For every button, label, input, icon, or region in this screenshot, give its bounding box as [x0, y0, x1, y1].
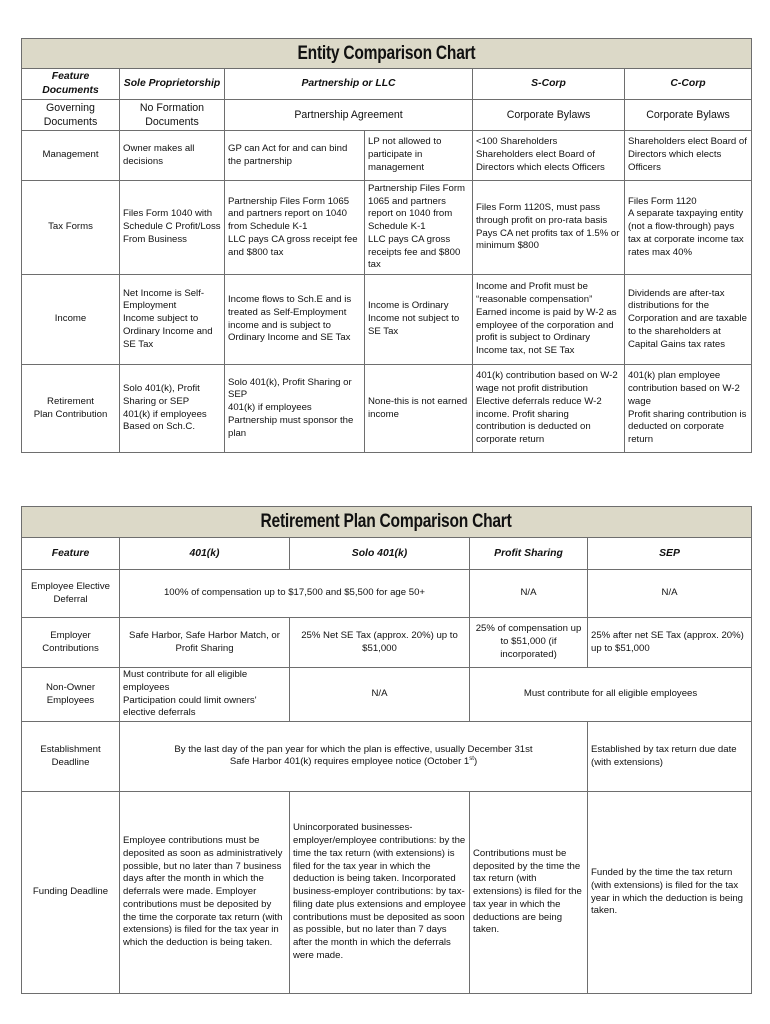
entity-chart-title: Entity Comparison Chart: [22, 39, 752, 69]
cell: Funded by the time the tax return (with extensions) is filed for the tax year in which the deduction is being taken.: [588, 792, 752, 994]
cell: Shareholders elect Board of Directors which elects Officers: [625, 131, 752, 181]
table-row: [22, 570, 752, 618]
cell: 100% of compensation up to $17,500 and $5,500 for age 50+: [120, 570, 470, 618]
cell: Owner makes all decisions: [120, 131, 225, 181]
cell: LP not allowed to participate in management: [365, 131, 473, 181]
cell: N/A: [290, 668, 470, 722]
cell: Net Income is Self-Employment Income subject to Ordinary Income and SE Tax: [120, 275, 225, 365]
header-c-corp: C-Corp: [625, 69, 752, 100]
cell: 401(k) contribution based on W-2 wage not profit distribution Elective deferrals reduce W-2 income. Profit sharing contribution is deducted on corporate return: [473, 365, 625, 453]
cell: GP can Act for and can bind the partnership: [225, 131, 365, 181]
row-label-non-owner: Non-Owner Employees: [22, 668, 120, 722]
cell: Income is Ordinary Income not subject to SE Tax: [365, 275, 473, 365]
header-partnership-llc: Partnership or LLC: [225, 69, 473, 100]
cell: Files Form 1120 A separate taxpaying entity (not a flow-through) pays tax at corporate income tax rates max 40%: [625, 181, 752, 275]
entity-comparison-table: [21, 38, 752, 453]
row-label-governing: Governing Documents: [22, 99, 120, 130]
deadline-line-1: By the last day of the pan year for which the plan is effective, usually December 31st: [174, 743, 533, 755]
row-label-retirement: Retirement Plan Contribution: [22, 365, 120, 453]
header-profit-sharing: Profit Sharing: [470, 538, 588, 570]
deadline-cell: [120, 722, 588, 792]
row-label-income: Income: [22, 275, 120, 365]
table-row: [22, 365, 752, 453]
row-label-establishment: Establishment Deadline: [22, 722, 120, 792]
cell: Established by tax return due date (with extensions): [588, 722, 752, 792]
header-solo-401k: Solo 401(k): [290, 538, 470, 570]
cell: N/A: [588, 570, 752, 618]
cell: Safe Harbor, Safe Harbor Match, or Profit Sharing: [120, 618, 290, 668]
cell: Employee contributions must be deposited as soon as administratively possible, but no later than 7 business days after the month in which the deferrals were made. Employer contributions must be deposited by the time the corporate tax return (with extensions) is filed for the tax year in which the deduction is being taken.: [120, 792, 290, 994]
retirement-chart-title: Retirement Plan Comparison Chart: [22, 507, 752, 538]
cell: Dividends are after-tax distributions for the Corporation and are taxable to the shareholders at Capital Gains tax rates: [625, 275, 752, 365]
table-row: [22, 618, 752, 668]
table-row: [22, 275, 752, 365]
header-401k: 401(k): [120, 538, 290, 570]
table-row: [22, 131, 752, 181]
row-label-elective-deferral: Employee Elective Deferral: [22, 570, 120, 618]
table-row: [22, 181, 752, 275]
cell: Partnership Files Form 1065 and partners report on 1040 from Schedule K-1 LLC pays CA gross receipts fee and $800 tax: [365, 181, 473, 275]
header-sole-proprietorship: Sole Proprietorship: [120, 69, 225, 100]
cell: Solo 401(k), Profit Sharing or SEP 401(k) if employees Based on Sch.C.: [120, 365, 225, 453]
cell: <100 Shareholders Shareholders elect Board of Directors which elects Officers: [473, 131, 625, 181]
cell: Must contribute for all eligible employees: [470, 668, 752, 722]
cell: Contributions must be deposited by the time the tax return (with extensions) is filed for the tax year in which the deductions are being taken.: [470, 792, 588, 994]
header-feature: Feature: [22, 538, 120, 570]
retirement-comparison-table: [21, 506, 752, 994]
table-row: [22, 722, 752, 792]
row-label-tax-forms: Tax Forms: [22, 181, 120, 275]
cell: Partnership Agreement: [225, 99, 473, 130]
cell: N/A: [470, 570, 588, 618]
header-feature-documents: Feature Documents: [22, 69, 120, 100]
cell: Unincorporated businesses-employer/employee contributions: by the time the tax return (with extensions) is filed for the tax year in which the deduction is being taken. Incorporated business-employer contributions: by tax-filing date plus extensions and employee contributions must be deposited as soon as possible, but no later than 7 days after the month in which the deferrals were made.: [290, 792, 470, 994]
cell: Files Form 1120S, must pass through profit on pro-rata basis Pays CA net profits tax of 1.5% or minimum $800: [473, 181, 625, 275]
header-sep: SEP: [588, 538, 752, 570]
cell: Partnership Files Form 1065 and partners report on 1040 from Schedule K-1 LLC pays CA gross receipt fee and $800 tax: [225, 181, 365, 275]
cell: 25% after net SE Tax (approx. 20%) up to $51,000: [588, 618, 752, 668]
deadline-line-2: Safe Harbor 401(k) requires employee notice (October 1st): [229, 756, 478, 768]
cell: 401(k) plan employee contribution based on W-2 wage Profit sharing contribution is deducted on corporate return: [625, 365, 752, 453]
cell: Files Form 1040 with Schedule C Profit/Loss From Business: [120, 181, 225, 275]
header-s-corp: S-Corp: [473, 69, 625, 100]
cell: Must contribute for all eligible employees Participation could limit owners' elective deferrals: [120, 668, 290, 722]
cell: Income and Profit must be “reasonable compensation” Earned income is paid by W-2 as employee of the corporation and profit is subject to Ordinary Income tax, not SE Tax: [473, 275, 625, 365]
cell: No Formation Documents: [120, 99, 225, 130]
cell: None-this is not earned income: [365, 365, 473, 453]
cell: Solo 401(k), Profit Sharing or SEP 401(k) if employees Partnership must sponsor the plan: [225, 365, 365, 453]
table-row: [22, 668, 752, 722]
row-label-funding: Funding Deadline: [22, 792, 120, 994]
cell: 25% of compensation up to $51,000 (if incorporated): [470, 618, 588, 668]
cell: Corporate Bylaws: [625, 99, 752, 130]
cell: Income flows to Sch.E and is treated as Self-Employment income and is subject to Ordinary Income and SE Tax: [225, 275, 365, 365]
row-label-employer-contributions: Employer Contributions: [22, 618, 120, 668]
cell: Corporate Bylaws: [473, 99, 625, 130]
row-label-management: Management: [22, 131, 120, 181]
table-row: [22, 792, 752, 994]
table-row: [22, 99, 752, 130]
cell: 25% Net SE Tax (approx. 20%) up to $51,000: [290, 618, 470, 668]
